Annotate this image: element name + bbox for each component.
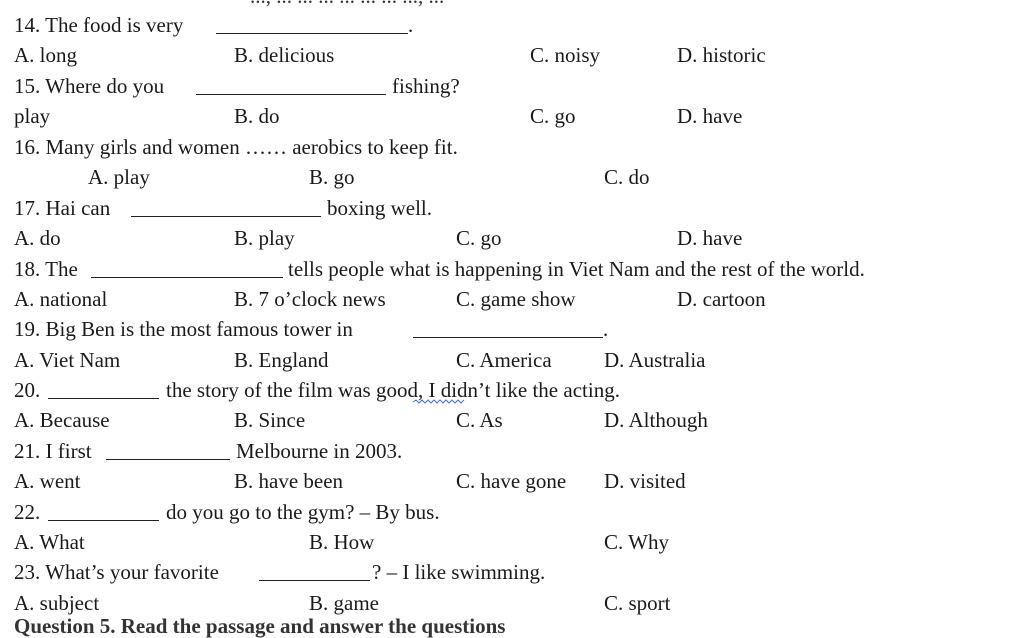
- question-stem: 23. What’s your favorite: [14, 560, 219, 584]
- question-stem: 21. I first: [14, 439, 92, 463]
- question-14-stem: [0, 10, 1024, 40]
- answer-blank: [413, 337, 603, 338]
- option-c: C. America: [456, 348, 552, 372]
- option-a: A. What: [14, 530, 85, 554]
- option-d: D. Australia: [604, 348, 706, 372]
- spellcheck-underline: [413, 399, 465, 404]
- option-c: C. As: [456, 408, 503, 432]
- question-18-stem: [0, 254, 1024, 284]
- answer-blank: [216, 33, 408, 34]
- question-stem-end: Melbourne in 2003.: [236, 439, 403, 463]
- question-14-options: [0, 40, 1024, 70]
- question-21-stem: [0, 436, 1024, 466]
- option-d: D. historic: [677, 43, 766, 67]
- option-b: B. have been: [234, 469, 344, 493]
- question-stem: 15. Where do you: [14, 74, 165, 98]
- question-20-options: [0, 405, 1024, 435]
- question-stem-end: fishing?: [392, 74, 460, 98]
- option-c: C. do: [604, 165, 650, 189]
- question-16-options: [0, 162, 1024, 192]
- question-stem: 22.: [14, 500, 41, 524]
- clipped-previous-text: [250, 0, 444, 7]
- option-a: A. play: [88, 165, 150, 189]
- answer-blank: [91, 277, 283, 278]
- question-stem-end: .: [603, 317, 609, 341]
- option-c: C. go: [456, 226, 502, 250]
- option-a: A. long: [14, 43, 77, 67]
- answer-blank: [48, 520, 159, 521]
- question-19-stem: [0, 314, 1024, 344]
- answer-blank: [131, 216, 321, 217]
- question-19-options: [0, 345, 1024, 375]
- answer-blank: [196, 94, 386, 95]
- option-a: A. went: [14, 469, 81, 493]
- clipped-next-heading: Question 5. Read the passage and answer the questions: [14, 614, 506, 638]
- option-b: B. Since: [234, 408, 306, 432]
- question-23-stem: [0, 557, 1024, 587]
- question-16-stem: [0, 132, 1024, 162]
- option-b: B. do: [234, 104, 280, 128]
- question-15-stem: [0, 71, 1024, 101]
- option-b: B. go: [309, 165, 355, 189]
- option-d: D. visited: [604, 469, 686, 493]
- question-18-options: [0, 284, 1024, 314]
- question-17-stem: [0, 193, 1024, 223]
- option-a: play: [14, 104, 51, 128]
- question-17-options: [0, 223, 1024, 253]
- question-stem-end: ? – I like swimming.: [372, 560, 546, 584]
- option-c: C. go: [530, 104, 576, 128]
- question-stem: 20.: [14, 378, 41, 402]
- question-22-stem: [0, 497, 1024, 527]
- option-d: D. have: [677, 104, 743, 128]
- question-20-stem: [0, 375, 1024, 405]
- question-21-options: [0, 466, 1024, 496]
- option-d: D. cartoon: [677, 287, 766, 311]
- option-b: B. How: [309, 530, 375, 554]
- option-a: A. do: [14, 226, 61, 250]
- question-stem-end: do you go to the gym? – By bus.: [166, 500, 440, 524]
- option-d: D. have: [677, 226, 743, 250]
- option-c: C. have gone: [456, 469, 567, 493]
- question-stem: 19. Big Ben is the most famous tower in: [14, 317, 353, 341]
- option-a: A. national: [14, 287, 108, 311]
- option-c: C. noisy: [530, 43, 601, 67]
- option-c: C. game show: [456, 287, 576, 311]
- question-15-options: [0, 101, 1024, 131]
- option-d: D. Although: [604, 408, 708, 432]
- option-c: C. sport: [604, 591, 671, 615]
- option-a: A. Because: [14, 408, 110, 432]
- question-stem: 17. Hai can: [14, 196, 111, 220]
- option-c: C. Why: [604, 530, 669, 554]
- option-b: B. delicious: [234, 43, 335, 67]
- question-stem-end: boxing well.: [327, 196, 432, 220]
- question-stem-end: the story of the film was good, I didn’t like the acting.: [166, 378, 620, 402]
- question-stem: 14. The food is very: [14, 13, 184, 37]
- option-b: B. 7 o’clock news: [234, 287, 386, 311]
- question-stem: 16. Many girls and women …… aerobics to keep fit.: [14, 135, 458, 159]
- question-stem-end: tells people what is happening in Viet Nam and the rest of the world.: [288, 257, 865, 281]
- option-b: B. England: [234, 348, 329, 372]
- option-b: B. game: [309, 591, 379, 615]
- question-22-options: [0, 527, 1024, 557]
- option-a: A. Viet Nam: [14, 348, 121, 372]
- answer-blank: [48, 398, 159, 399]
- question-stem-end: .: [408, 13, 414, 37]
- answer-blank: [259, 580, 370, 581]
- option-b: B. play: [234, 226, 295, 250]
- answer-blank: [106, 459, 230, 460]
- question-stem: 18. The: [14, 257, 78, 281]
- option-a: A. subject: [14, 591, 100, 615]
